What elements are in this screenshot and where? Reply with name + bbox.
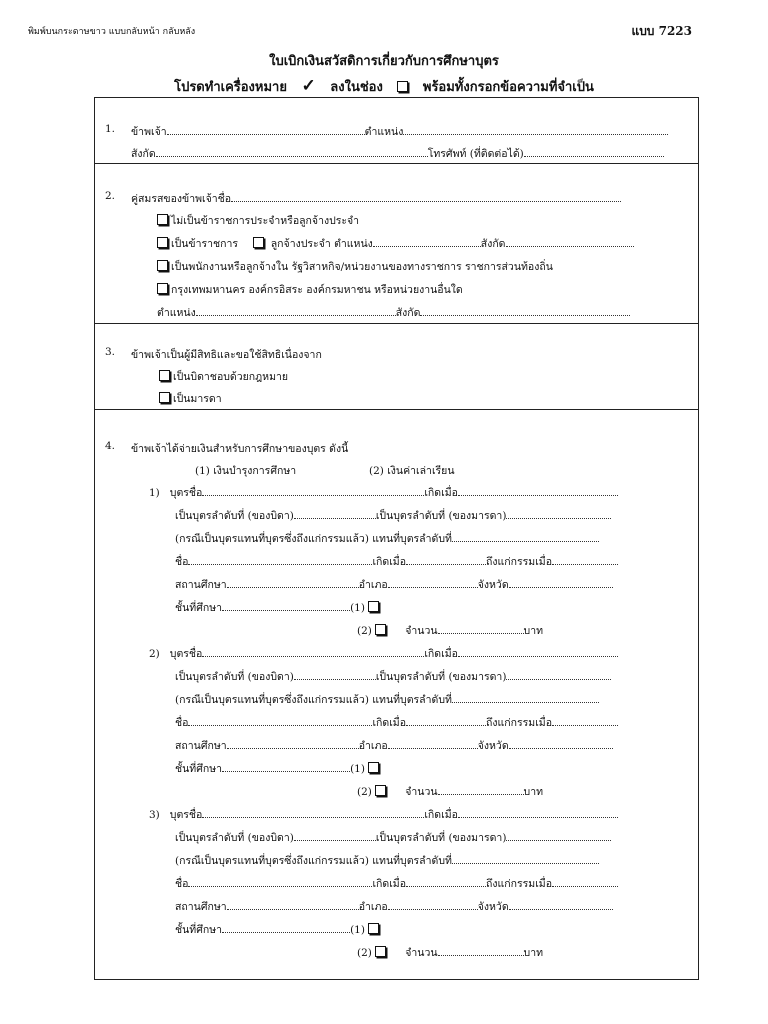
- section-number: 1.: [105, 123, 116, 135]
- school-label: สถานศึกษา: [175, 579, 227, 591]
- applicant-position-label: ตำแหน่ง: [364, 126, 404, 138]
- child-born-label: เกิดเมื่อ: [424, 487, 458, 499]
- checkbox-icon: [397, 81, 408, 92]
- mother-option: [159, 390, 222, 407]
- child-row-replace: [175, 852, 599, 869]
- instruction-mid: ลงในช่อง: [330, 80, 383, 95]
- deceased-name-label: ชื่อ: [175, 556, 189, 568]
- amount-field[interactable]: [438, 784, 524, 795]
- payments-text: ข้าพเจ้าได้จ่ายเงินสำหรับการศึกษาของบุตร ดังนี้: [131, 443, 349, 455]
- child-number: 1): [149, 487, 160, 499]
- deceased-died-field[interactable]: [552, 554, 618, 565]
- replace-label: (กรณีเป็นบุตรแทนที่บุตรซึ่งถึงแก่กรรมแล้ว) แทนที่บุตรลำดับที่: [175, 694, 452, 706]
- province-label: จังหวัด: [477, 740, 509, 752]
- section-4-payments: [94, 409, 699, 980]
- spouse-option-official: [157, 235, 634, 252]
- child-name-label: บุตรชื่อ: [169, 487, 203, 499]
- order-mother-field[interactable]: [506, 669, 611, 680]
- province-field[interactable]: [509, 738, 613, 749]
- spouse-option-not-official: [157, 212, 359, 229]
- not-official-checkbox[interactable]: [157, 214, 168, 225]
- district-label: อำเภอ: [358, 579, 388, 591]
- spouse-option-state: [157, 258, 553, 275]
- child-name-field[interactable]: [202, 807, 424, 818]
- deceased-name-field[interactable]: [188, 876, 372, 887]
- province-label: จังหวัด: [477, 579, 509, 591]
- spouse-position2-label: ตำแหน่ง: [157, 307, 196, 319]
- child-number: 3): [149, 809, 160, 821]
- child-name-field[interactable]: [202, 646, 424, 657]
- child-row-deceased: [175, 875, 618, 892]
- child-row-order: [175, 829, 611, 846]
- order-father-label: เป็นบุตรลำดับที่ (ของบิดา): [175, 671, 294, 683]
- baht-label: บาท: [523, 947, 544, 959]
- replace-order-field[interactable]: [452, 531, 599, 542]
- father-label: เป็นบิดาชอบด้วยกฎหมาย: [173, 371, 289, 383]
- section-1-applicant: [94, 97, 699, 164]
- option-2-label: (2): [357, 947, 372, 959]
- child-born-field[interactable]: [458, 646, 618, 657]
- employee-checkbox[interactable]: [253, 237, 264, 248]
- replace-order-field[interactable]: [452, 853, 599, 864]
- amount-label: จำนวน: [405, 786, 438, 798]
- amount-label: จำนวน: [405, 625, 438, 637]
- spouse-affiliation2-label: สังกัด: [395, 307, 421, 319]
- child-name-field[interactable]: [202, 485, 424, 496]
- mother-label: เป็นมารดา: [173, 393, 222, 405]
- spouse-position-label: ตำแหน่ง: [334, 238, 373, 250]
- child-row-order: [175, 507, 611, 524]
- spouse-position-field[interactable]: [373, 236, 481, 247]
- spouse-position2-field[interactable]: [196, 305, 396, 316]
- option-1-label: (1): [350, 924, 365, 936]
- not-official-label: ไม่เป็นข้าราชการประจำหรือลูกจ้างประจำ: [171, 215, 360, 227]
- child-row-amount: [357, 783, 543, 800]
- option-2-checkbox[interactable]: [375, 785, 386, 796]
- district-label: อำเภอ: [358, 901, 388, 913]
- deceased-born-label: เกิดเมื่อ: [372, 717, 407, 729]
- form-number: แบบ 7223: [631, 24, 692, 38]
- child-number: 2): [149, 648, 160, 660]
- section-3-entitlement: [94, 323, 699, 410]
- school-label: สถานศึกษา: [175, 740, 227, 752]
- affiliation-row: [131, 145, 664, 162]
- father-checkbox[interactable]: [159, 370, 170, 381]
- spouse-name-label: คู่สมรสของข้าพเจ้าชื่อ: [131, 193, 232, 205]
- amount-field[interactable]: [438, 945, 524, 956]
- form-title: ใบเบิกเงินสวัสดิการเกี่ยวกับการศึกษาบุตร: [269, 54, 499, 69]
- deceased-name-label: ชื่อ: [175, 717, 189, 729]
- child-row-school: [175, 576, 613, 593]
- section-number: 4.: [105, 440, 116, 452]
- instruction-prefix: โปรดทำเครื่องหมาย: [174, 80, 287, 95]
- grade-label: ชั้นที่ศึกษา: [175, 763, 223, 775]
- district-field[interactable]: [388, 577, 478, 588]
- applicant-position-field[interactable]: [403, 124, 668, 135]
- payment-type-2: (2) เงินค่าเล่าเรียน: [369, 465, 455, 477]
- state-enterprise-checkbox[interactable]: [157, 260, 168, 271]
- order-father-field[interactable]: [294, 508, 376, 519]
- form-instruction: [0, 76, 768, 97]
- order-mother-field[interactable]: [506, 830, 611, 841]
- applicant-name-field[interactable]: [167, 124, 365, 135]
- school-label: สถานศึกษา: [175, 901, 227, 913]
- bma-checkbox[interactable]: [157, 283, 168, 294]
- option-2-checkbox[interactable]: [375, 946, 386, 957]
- amount-field[interactable]: [438, 623, 524, 634]
- spouse-affiliation-label: สังกัด: [480, 238, 506, 250]
- deceased-name-label: ชื่อ: [175, 878, 189, 890]
- entitlement-text: ข้าพเจ้าเป็นผู้มีสิทธิและขอใช้สิทธิเนื่องจาก: [131, 349, 322, 361]
- option-1-checkbox[interactable]: [368, 762, 379, 773]
- child-row-amount: [357, 944, 543, 961]
- section-number: 3.: [105, 346, 116, 358]
- spouse-name-field[interactable]: [231, 191, 621, 202]
- child-row-grade: [175, 599, 382, 616]
- option-2-label: (2): [357, 786, 372, 798]
- spouse-position-row: [157, 304, 630, 321]
- order-mother-label: เป็นบุตรลำดับที่ (ของมารดา): [375, 510, 507, 522]
- section-2-spouse: [94, 163, 699, 324]
- mother-checkbox[interactable]: [159, 392, 170, 403]
- child-born-field[interactable]: [458, 807, 618, 818]
- payment-type-1: (1) เงินบำรุงการศึกษา: [195, 465, 297, 477]
- school-field[interactable]: [227, 899, 359, 910]
- replace-label: (กรณีเป็นบุตรแทนที่บุตรซึ่งถึงแก่กรรมแล้ว) แทนที่บุตรลำดับที่: [175, 533, 452, 545]
- official-label: เป็นข้าราชการ: [171, 238, 239, 250]
- child-row-school: [175, 737, 613, 754]
- option-1-checkbox[interactable]: [368, 601, 379, 612]
- child-row-name: [149, 645, 618, 662]
- deceased-died-label: ถึงแก่กรรมเมื่อ: [486, 878, 553, 890]
- district-field[interactable]: [388, 899, 478, 910]
- child-row-grade: [175, 760, 382, 777]
- order-father-field[interactable]: [294, 830, 376, 841]
- grade-field[interactable]: [222, 761, 350, 772]
- school-field[interactable]: [227, 577, 359, 588]
- deceased-died-label: ถึงแก่กรรมเมื่อ: [486, 717, 553, 729]
- child-row-school: [175, 898, 613, 915]
- child-row-deceased: [175, 553, 618, 570]
- child-row-name: [149, 484, 618, 501]
- child-row-replace: [175, 691, 599, 708]
- child-row-replace: [175, 530, 599, 547]
- province-field[interactable]: [509, 899, 613, 910]
- deceased-born-label: เกิดเมื่อ: [372, 878, 407, 890]
- grade-field[interactable]: [222, 600, 350, 611]
- order-mother-label: เป็นบุตรลำดับที่ (ของมารดา): [375, 832, 507, 844]
- order-mother-field[interactable]: [506, 508, 611, 519]
- option-2-label: (2): [357, 625, 372, 637]
- baht-label: บาท: [523, 786, 544, 798]
- order-father-field[interactable]: [294, 669, 376, 680]
- baht-label: บาท: [523, 625, 544, 637]
- province-field[interactable]: [509, 577, 613, 588]
- child-row-order: [175, 668, 611, 685]
- bma-label: กรุงเทพมหานคร องค์กรอิสระ องค์กรมหาชน หรือหน่วยงานอื่นใด: [171, 284, 463, 296]
- child-name-label: บุตรชื่อ: [169, 648, 203, 660]
- deceased-name-field[interactable]: [188, 554, 372, 565]
- deceased-died-label: ถึงแก่กรรมเมื่อ: [486, 556, 553, 568]
- child-name-label: บุตรชื่อ: [169, 809, 203, 821]
- option-1-label: (1): [350, 763, 365, 775]
- deceased-born-field[interactable]: [406, 876, 486, 887]
- employee-label: ลูกจ้างประจำ: [270, 238, 331, 250]
- spouse-affiliation-field[interactable]: [506, 236, 634, 247]
- deceased-died-field[interactable]: [552, 715, 618, 726]
- deceased-born-label: เกิดเมื่อ: [372, 556, 407, 568]
- school-field[interactable]: [227, 738, 359, 749]
- province-label: จังหวัด: [477, 901, 509, 913]
- order-father-label: เป็นบุตรลำดับที่ (ของบิดา): [175, 510, 294, 522]
- grade-label: ชั้นที่ศึกษา: [175, 924, 223, 936]
- deceased-died-field[interactable]: [552, 876, 618, 887]
- father-option: [159, 368, 288, 385]
- deceased-name-field[interactable]: [188, 715, 372, 726]
- amount-label: จำนวน: [405, 947, 438, 959]
- checkmark-icon: ✓: [301, 76, 316, 96]
- replace-order-field[interactable]: [452, 692, 599, 703]
- instruction-suffix: พร้อมทั้งกรอกข้อความที่จำเป็น: [422, 80, 594, 95]
- applicant-affiliation-label: สังกัด: [131, 148, 156, 160]
- official-checkbox[interactable]: [157, 237, 168, 248]
- state-enterprise-label: เป็นพนักงานหรือลูกจ้างใน รัฐวิสาหกิจ/หน่วยงานของทางราชการ ราชการส่วนท้องถิ่น: [171, 261, 553, 273]
- deceased-born-field[interactable]: [406, 715, 486, 726]
- section-number: 2.: [105, 190, 116, 202]
- order-father-label: เป็นบุตรลำดับที่ (ของบิดา): [175, 832, 294, 844]
- child-row-deceased: [175, 714, 618, 731]
- child-born-field[interactable]: [458, 485, 618, 496]
- spouse-row: [131, 190, 621, 207]
- order-mother-label: เป็นบุตรลำดับที่ (ของมารดา): [375, 671, 507, 683]
- child-row-amount: [357, 622, 543, 639]
- applicant-row: [131, 123, 668, 140]
- option-1-checkbox[interactable]: [368, 923, 379, 934]
- option-2-checkbox[interactable]: [375, 624, 386, 635]
- applicant-affiliation-field[interactable]: [156, 146, 428, 157]
- spouse-affiliation2-field[interactable]: [420, 305, 630, 316]
- child-row-grade: [175, 921, 382, 938]
- applicant-name-label: ข้าพเจ้า: [131, 126, 167, 138]
- deceased-born-field[interactable]: [406, 554, 486, 565]
- child-born-label: เกิดเมื่อ: [424, 648, 458, 660]
- district-field[interactable]: [388, 738, 478, 749]
- replace-label: (กรณีเป็นบุตรแทนที่บุตรซึ่งถึงแก่กรรมแล้ว) แทนที่บุตรลำดับที่: [175, 855, 452, 867]
- applicant-phone-field[interactable]: [524, 146, 664, 157]
- district-label: อำเภอ: [358, 740, 388, 752]
- child-born-label: เกิดเมื่อ: [424, 809, 458, 821]
- spouse-option-bma: [157, 281, 463, 298]
- grade-field[interactable]: [222, 922, 350, 933]
- applicant-phone-label: โทรศัพท์ (ที่ติดต่อได้): [427, 148, 524, 160]
- option-1-label: (1): [350, 602, 365, 614]
- child-row-name: [149, 806, 618, 823]
- print-instruction-note: พิมพ์บนกระดาษขาว แบบกลับหน้า กลับหลัง: [28, 27, 196, 37]
- grade-label: ชั้นที่ศึกษา: [175, 602, 223, 614]
